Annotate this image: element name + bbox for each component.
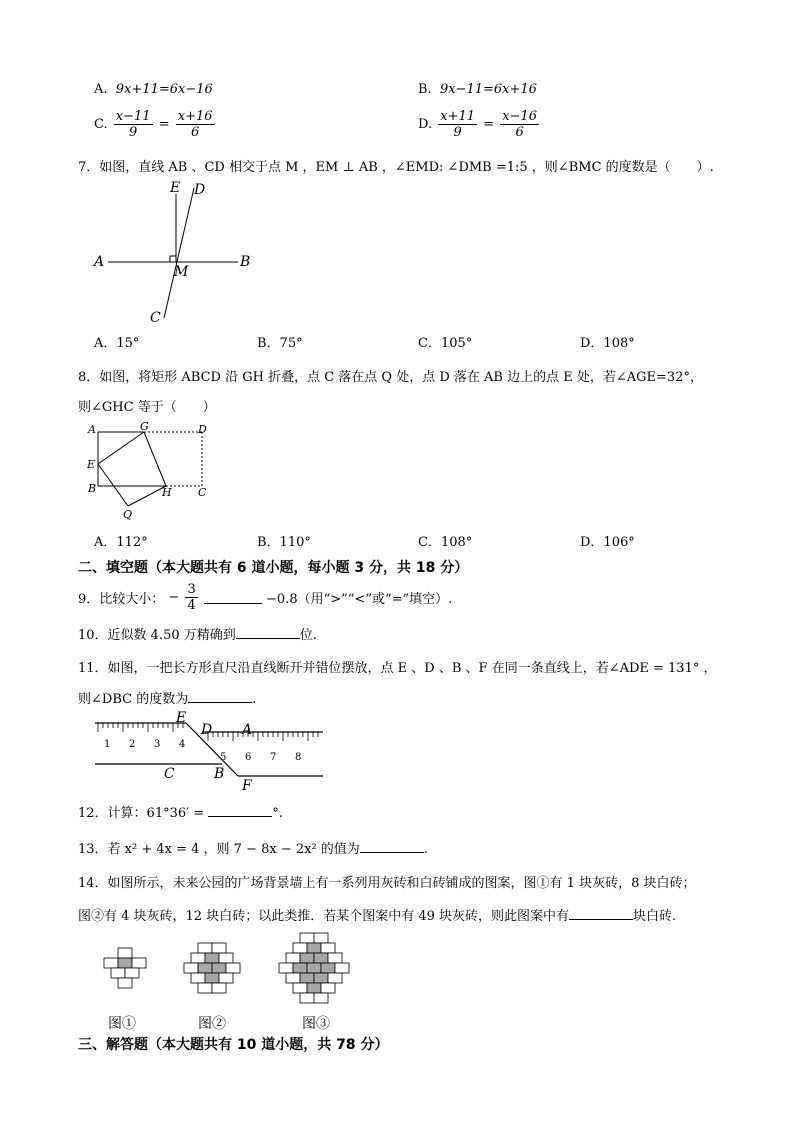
edge-eq: [98, 464, 128, 506]
white-brick: [219, 953, 233, 963]
white-brick: [111, 968, 125, 978]
q8-option-d: D．106°: [580, 535, 635, 550]
label-a: A: [88, 423, 96, 436]
denominator: 6: [190, 125, 200, 140]
numerator: x+16: [177, 109, 213, 124]
q13-suffix: .: [423, 842, 428, 857]
gray-brick: [118, 958, 132, 968]
option-label: A.: [94, 82, 108, 97]
answer-blank[interactable]: [569, 907, 633, 920]
fraction: [438, 109, 477, 140]
q6-option-c: [94, 109, 217, 140]
fraction: [185, 582, 197, 613]
q7-question-text: 7．如图，直线 AB 、CD 相交于点 M ，EM ⊥ AB ，∠EMD: ∠DMB =1:5 ，则∠BMC 的度数是（ ）.: [78, 160, 714, 175]
q7-option-c: C．105°: [418, 336, 473, 351]
answer-blank[interactable]: [204, 591, 262, 604]
q8-question-line1: 8．如图，将矩形 ABCD 沿 GH 折叠，点 C 落在点 Q 处，点 D 落在 AB 边上的点 E 处，若∠AGE=32°，: [78, 370, 703, 385]
ruler-number: 2: [129, 739, 136, 750]
ruler-number: 3: [154, 739, 161, 750]
white-brick: [328, 973, 342, 983]
white-brick: [198, 943, 212, 953]
label-d: D: [201, 722, 213, 738]
white-brick: [212, 943, 226, 953]
fold-gh: [144, 432, 166, 486]
white-brick: [314, 993, 328, 1003]
ruler-number: 5: [220, 752, 227, 763]
q8-figure: [84, 420, 214, 520]
q12-suffix: °.: [272, 806, 283, 821]
caption-figure-1: 图①: [108, 1016, 136, 1032]
q8-question-line2: 则∠GHC 等于（ ）: [78, 400, 216, 415]
q7-option-b: B．75°: [257, 336, 303, 351]
white-brick: [132, 958, 146, 968]
q9-question: [78, 582, 452, 613]
brick-pattern-2: [184, 943, 240, 993]
label-a: A: [242, 722, 253, 738]
numerator: x−16: [502, 109, 537, 124]
white-brick: [125, 968, 139, 978]
fraction: [500, 109, 539, 140]
brick-pattern-3: [279, 933, 349, 1003]
white-brick: [184, 963, 198, 973]
answer-blank[interactable]: [208, 804, 272, 817]
section-heading-fill-in: 二、填空题（本大题共有 6 道小题，每小题 3 分，共 18 分）: [78, 560, 469, 576]
ruler-number: 6: [245, 752, 252, 763]
option-label: C.: [94, 117, 108, 132]
gray-brick: [293, 963, 307, 973]
q9-prefix: 9．比较大小：: [78, 592, 165, 607]
ruler-right-ticks: [208, 732, 318, 741]
label-c: C: [164, 766, 175, 782]
q10-suffix: 位.: [299, 628, 317, 643]
ruler-number: 1: [104, 739, 111, 750]
white-brick: [212, 983, 226, 993]
gray-brick: [307, 963, 321, 973]
q7-option-d: D．108°: [580, 336, 635, 351]
gray-brick: [321, 963, 335, 973]
ruler-number: 7: [270, 752, 277, 763]
q12-question: [78, 802, 283, 821]
answer-blank[interactable]: [236, 626, 300, 639]
white-brick: [321, 983, 335, 993]
ruler-left-ticks: [98, 723, 183, 732]
white-brick: [293, 983, 307, 993]
white-brick: [321, 943, 335, 953]
label-g: G: [140, 420, 149, 433]
denominator: 6: [515, 125, 524, 140]
q6-option-d: [418, 109, 541, 140]
q14-question-line2: [78, 905, 676, 924]
option-label: D.: [418, 117, 433, 132]
equation: 9x+11=6x−16: [115, 82, 213, 97]
label-f: F: [242, 778, 252, 792]
label-b: B: [88, 482, 97, 495]
label-b: B: [214, 766, 225, 782]
equals-sign: =: [158, 117, 170, 132]
white-brick: [314, 933, 328, 943]
edge-eg: [98, 432, 144, 464]
q8-option-b: B．110°: [257, 535, 311, 550]
q7-figure: [88, 176, 268, 326]
q10-prefix: 10．近似数 4.50 万精确到: [78, 628, 236, 643]
label-c: C: [198, 486, 207, 499]
q11-prefix: 则∠DBC 的度数为: [78, 692, 189, 707]
white-brick: [293, 943, 307, 953]
q14-suffix: 块白砖.: [633, 909, 677, 924]
numerator: 3: [187, 582, 196, 597]
option-label: B.: [418, 82, 432, 97]
gray-brick: [314, 973, 328, 983]
white-brick: [279, 963, 293, 973]
q13-question: [78, 838, 428, 857]
q14-brick-figures: [92, 932, 382, 1004]
white-brick: [335, 963, 349, 973]
fraction: [176, 109, 215, 140]
white-brick: [286, 953, 300, 963]
q11-suffix: .: [252, 692, 257, 707]
ruler-number: 4: [179, 739, 186, 750]
q11-question-line1: 11．如图，一把长方形直尺沿直线断开并错位摆放，点 E 、D 、B 、F 在同一条直线上，若∠ADE = 131° ，: [78, 661, 717, 676]
gray-brick: [300, 953, 314, 963]
answer-blank[interactable]: [188, 690, 252, 703]
q13-prefix: 13．若 x² + 4x = 4 ，则 7 − 8x − 2x² 的值为: [78, 842, 360, 857]
label-c: C: [150, 310, 161, 326]
white-brick: [300, 933, 314, 943]
white-brick: [300, 993, 314, 1003]
gray-brick: [205, 953, 219, 963]
q14-question-line1: 14．如图所示，未来公园的广场背景墙上有一系列用灰砖和白砖铺成的图案，图①有 1 块灰砖，8 块白砖；: [78, 876, 696, 891]
gray-brick: [314, 953, 328, 963]
label-q: Q: [123, 508, 133, 520]
minus-sign: −: [168, 590, 180, 605]
denominator: 4: [187, 598, 196, 613]
white-brick: [118, 948, 132, 958]
q8-option-c: C．108°: [418, 535, 473, 550]
fraction: [114, 109, 153, 140]
line-cd: [164, 188, 194, 318]
gray-brick: [307, 943, 321, 953]
right-angle-mark: [170, 256, 176, 262]
label-h: H: [162, 486, 172, 499]
equation: 9x−11=6x+16: [439, 82, 537, 97]
gray-brick: [198, 963, 212, 973]
edge-qh: [128, 486, 166, 506]
q11-ruler-figure: [90, 710, 335, 792]
label-m: M: [174, 264, 189, 280]
white-brick: [219, 973, 233, 983]
label-a: A: [94, 254, 105, 270]
white-brick: [191, 973, 205, 983]
caption-figure-2: 图②: [198, 1016, 226, 1032]
white-brick: [191, 953, 205, 963]
q11-question-line2: [78, 688, 256, 707]
white-brick: [226, 963, 240, 973]
brick-pattern-1: [104, 948, 146, 988]
caption-figure-3: 图③: [302, 1016, 330, 1032]
q7-option-a: A．15°: [94, 336, 140, 351]
equals-sign: =: [483, 117, 495, 132]
q12-prefix: 12．计算：61°36′ =: [78, 806, 205, 821]
gray-brick: [307, 983, 321, 993]
q14-prefix: 图②有 4 块灰砖，12 块白砖；以此类推．若某个图案中有 49 块灰砖，则此图案中有: [78, 909, 570, 924]
q9-suffix: −0.8（用“>”“<”或“=”填空）.: [266, 592, 453, 607]
label-d: D: [194, 182, 206, 198]
label-e: E: [176, 710, 187, 726]
denominator: 9: [129, 125, 138, 140]
gray-brick: [205, 973, 219, 983]
numerator: x−11: [115, 109, 151, 124]
ruler-number: 8: [295, 752, 302, 763]
white-brick: [286, 973, 300, 983]
label-d: D: [198, 423, 207, 436]
gray-brick: [212, 963, 226, 973]
white-brick: [198, 983, 212, 993]
numerator: x+11: [440, 109, 476, 124]
q6-option-a: [94, 82, 213, 97]
white-brick: [118, 978, 132, 988]
answer-blank[interactable]: [360, 840, 424, 853]
gray-brick: [300, 973, 314, 983]
label-b: B: [240, 254, 251, 270]
q10-question: [78, 624, 317, 643]
label-e: E: [170, 180, 181, 196]
section-heading-solutions: 三、解答题（本大题共有 10 道小题，共 78 分）: [78, 1037, 389, 1053]
label-e: E: [87, 458, 96, 471]
white-brick: [104, 958, 118, 968]
q8-option-a: A．112°: [94, 535, 148, 550]
white-brick: [328, 953, 342, 963]
denominator: 9: [453, 125, 462, 140]
q6-option-b: [418, 82, 537, 97]
